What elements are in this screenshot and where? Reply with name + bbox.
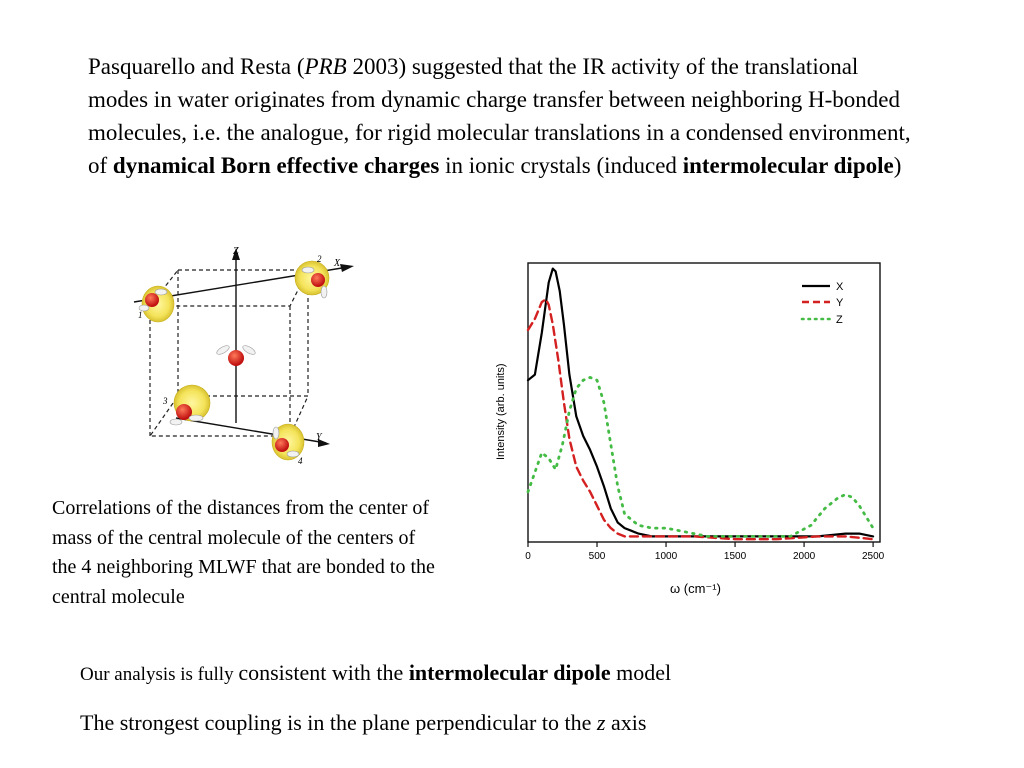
figure-caption: Correlations of the distances from the center of mass of the central molecule of the centers of the 4 neighboring MLWF that are bonded to the central molecule [52,497,435,608]
axis-label-z: Z [233,246,239,257]
conclusion-1-text-b: consistent with the [238,660,409,685]
born-charges-term: dynamical Born effective charges [112,153,440,178]
conclusion-line-2 [80,708,980,738]
y-axis-label: Intensity (arb. units) [495,363,507,460]
water-cluster-diagram [126,240,366,470]
x-tick-label: 0 [525,551,531,562]
conclusion-1-text-a: Our analysis is fully [80,664,239,685]
conclusion-1-text-c: model [610,660,672,685]
molecule-label-2: 2 [317,254,322,264]
series-line-z [528,377,873,536]
ir-spectrum-chart [480,255,890,605]
tick-layer [525,542,884,562]
z-axis [232,248,240,423]
z-axis-symbol: z [596,710,606,735]
y-axis [176,418,330,447]
series-line-y [528,299,873,539]
conclusion-2-text: The strongest coupling is in the plane perpendicular to the [80,710,597,735]
molecule-3 [170,385,210,425]
x-tick-label: 2000 [792,551,816,562]
series-layer [528,269,873,540]
axis-label-y: Y [316,432,322,443]
conclusion-line-1 [80,658,980,690]
x-tick-label: 500 [588,551,606,562]
conclusion-1-bold: intermolecular dipole [408,660,611,685]
molecule-1 [139,286,174,322]
chart-legend [802,281,844,326]
intermolecular-dipole-term: intermolecular dipole [682,153,894,178]
intro-text-3: in ionic crystals (induced [439,153,683,178]
x-tick-label: 2500 [861,551,885,562]
journal-name: PRB [304,54,347,79]
intro-text-1: Pasquarello and Resta ( [88,54,305,79]
legend-label-z: Z [836,314,843,326]
x-tick-label: 1500 [723,551,747,562]
x-tick-label: 1000 [654,551,678,562]
molecule-2 [295,261,329,298]
conclusion-2-end: axis [605,710,647,735]
intro-text-4: ) [893,153,902,178]
intro-paragraph [88,50,918,182]
plot-frame [528,263,880,542]
molecule-label-3: 3 [163,396,168,406]
x-axis-label: ω (cm⁻¹) [670,581,721,596]
molecule-label-1: 1 [138,310,143,320]
axis-label-x: X [334,258,341,269]
molecule-label-4: 4 [298,456,303,466]
legend-label-y: Y [836,297,844,309]
intro-text-2: 2003) suggested that the IR activity of the translational modes in water originates from dynamic charge transfer between neighboring H-bonded molecules, i.e. the analogue, for rigid molecular translations in a condensed environment, of [88,54,911,178]
legend-label-x: X [836,281,844,293]
series-line-x [528,269,873,537]
molecule-4 [272,424,304,460]
